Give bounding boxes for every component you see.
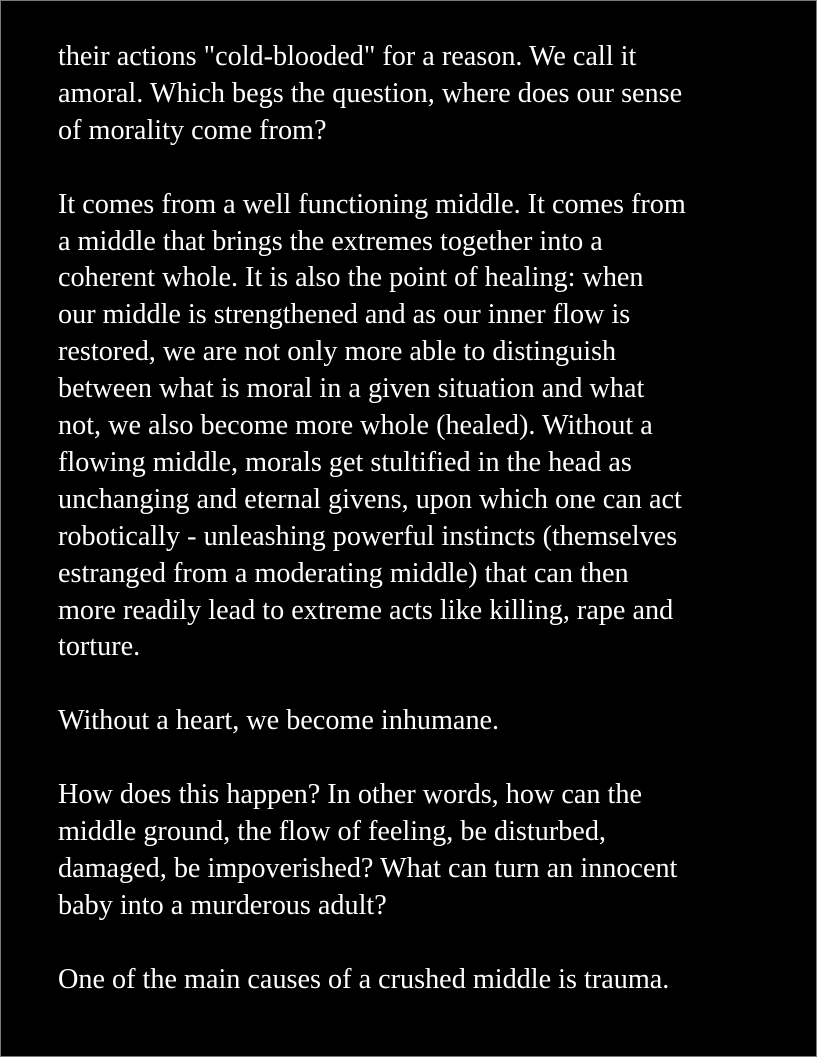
paragraph-3 [58, 703, 788, 740]
text-line: our middle is strengthened and as our inner flow is [58, 299, 631, 331]
text-line: robotically - unleashing powerful instincts (themselves [58, 520, 678, 552]
text-line: a middle that brings the extremes together into a [58, 225, 603, 257]
text-line: unchanging and eternal givens, upon which one can act [58, 483, 682, 515]
text-line: How does this happen? In other words, how can the [58, 779, 642, 811]
paragraph-1 [58, 39, 788, 150]
text-line: estranged from a moderating middle) that can then [58, 557, 629, 589]
text-line: torture. [58, 631, 141, 663]
text-line: restored, we are not only more able to distinguish [58, 336, 617, 368]
text-line: middle ground, the flow of feeling, be disturbed, [58, 815, 606, 847]
text-line: baby into a murderous adult? [58, 889, 387, 921]
text-line: more readily lead to extreme acts like killing, rape and [58, 594, 674, 626]
text-line: their actions "cold-blooded" for a reason. We call it [58, 41, 637, 72]
paragraph-5 [58, 962, 788, 999]
paragraph-4 [58, 777, 788, 925]
text-line: Without a heart, we become inhumane. [58, 705, 500, 737]
text-line: It comes from a well functioning middle. It comes from [58, 188, 686, 220]
text-line: amoral. Which begs the question, where does our sense [58, 77, 683, 109]
text-line: damaged, be impoverished? What can turn an innocent [58, 852, 678, 884]
text-line: of morality come from? [58, 114, 327, 146]
text-line: between what is moral in a given situation and what [58, 373, 645, 405]
text-line: One of the main causes of a crushed middle is trauma. [58, 963, 670, 995]
paragraph-2 [58, 187, 788, 667]
text-line: coherent whole. It is also the point of healing: when [58, 262, 644, 294]
text-line: not, we also become more whole (healed). Without a [58, 410, 653, 442]
text-line: flowing middle, morals get stultified in the head as [58, 446, 632, 478]
body-text [58, 39, 788, 1035]
